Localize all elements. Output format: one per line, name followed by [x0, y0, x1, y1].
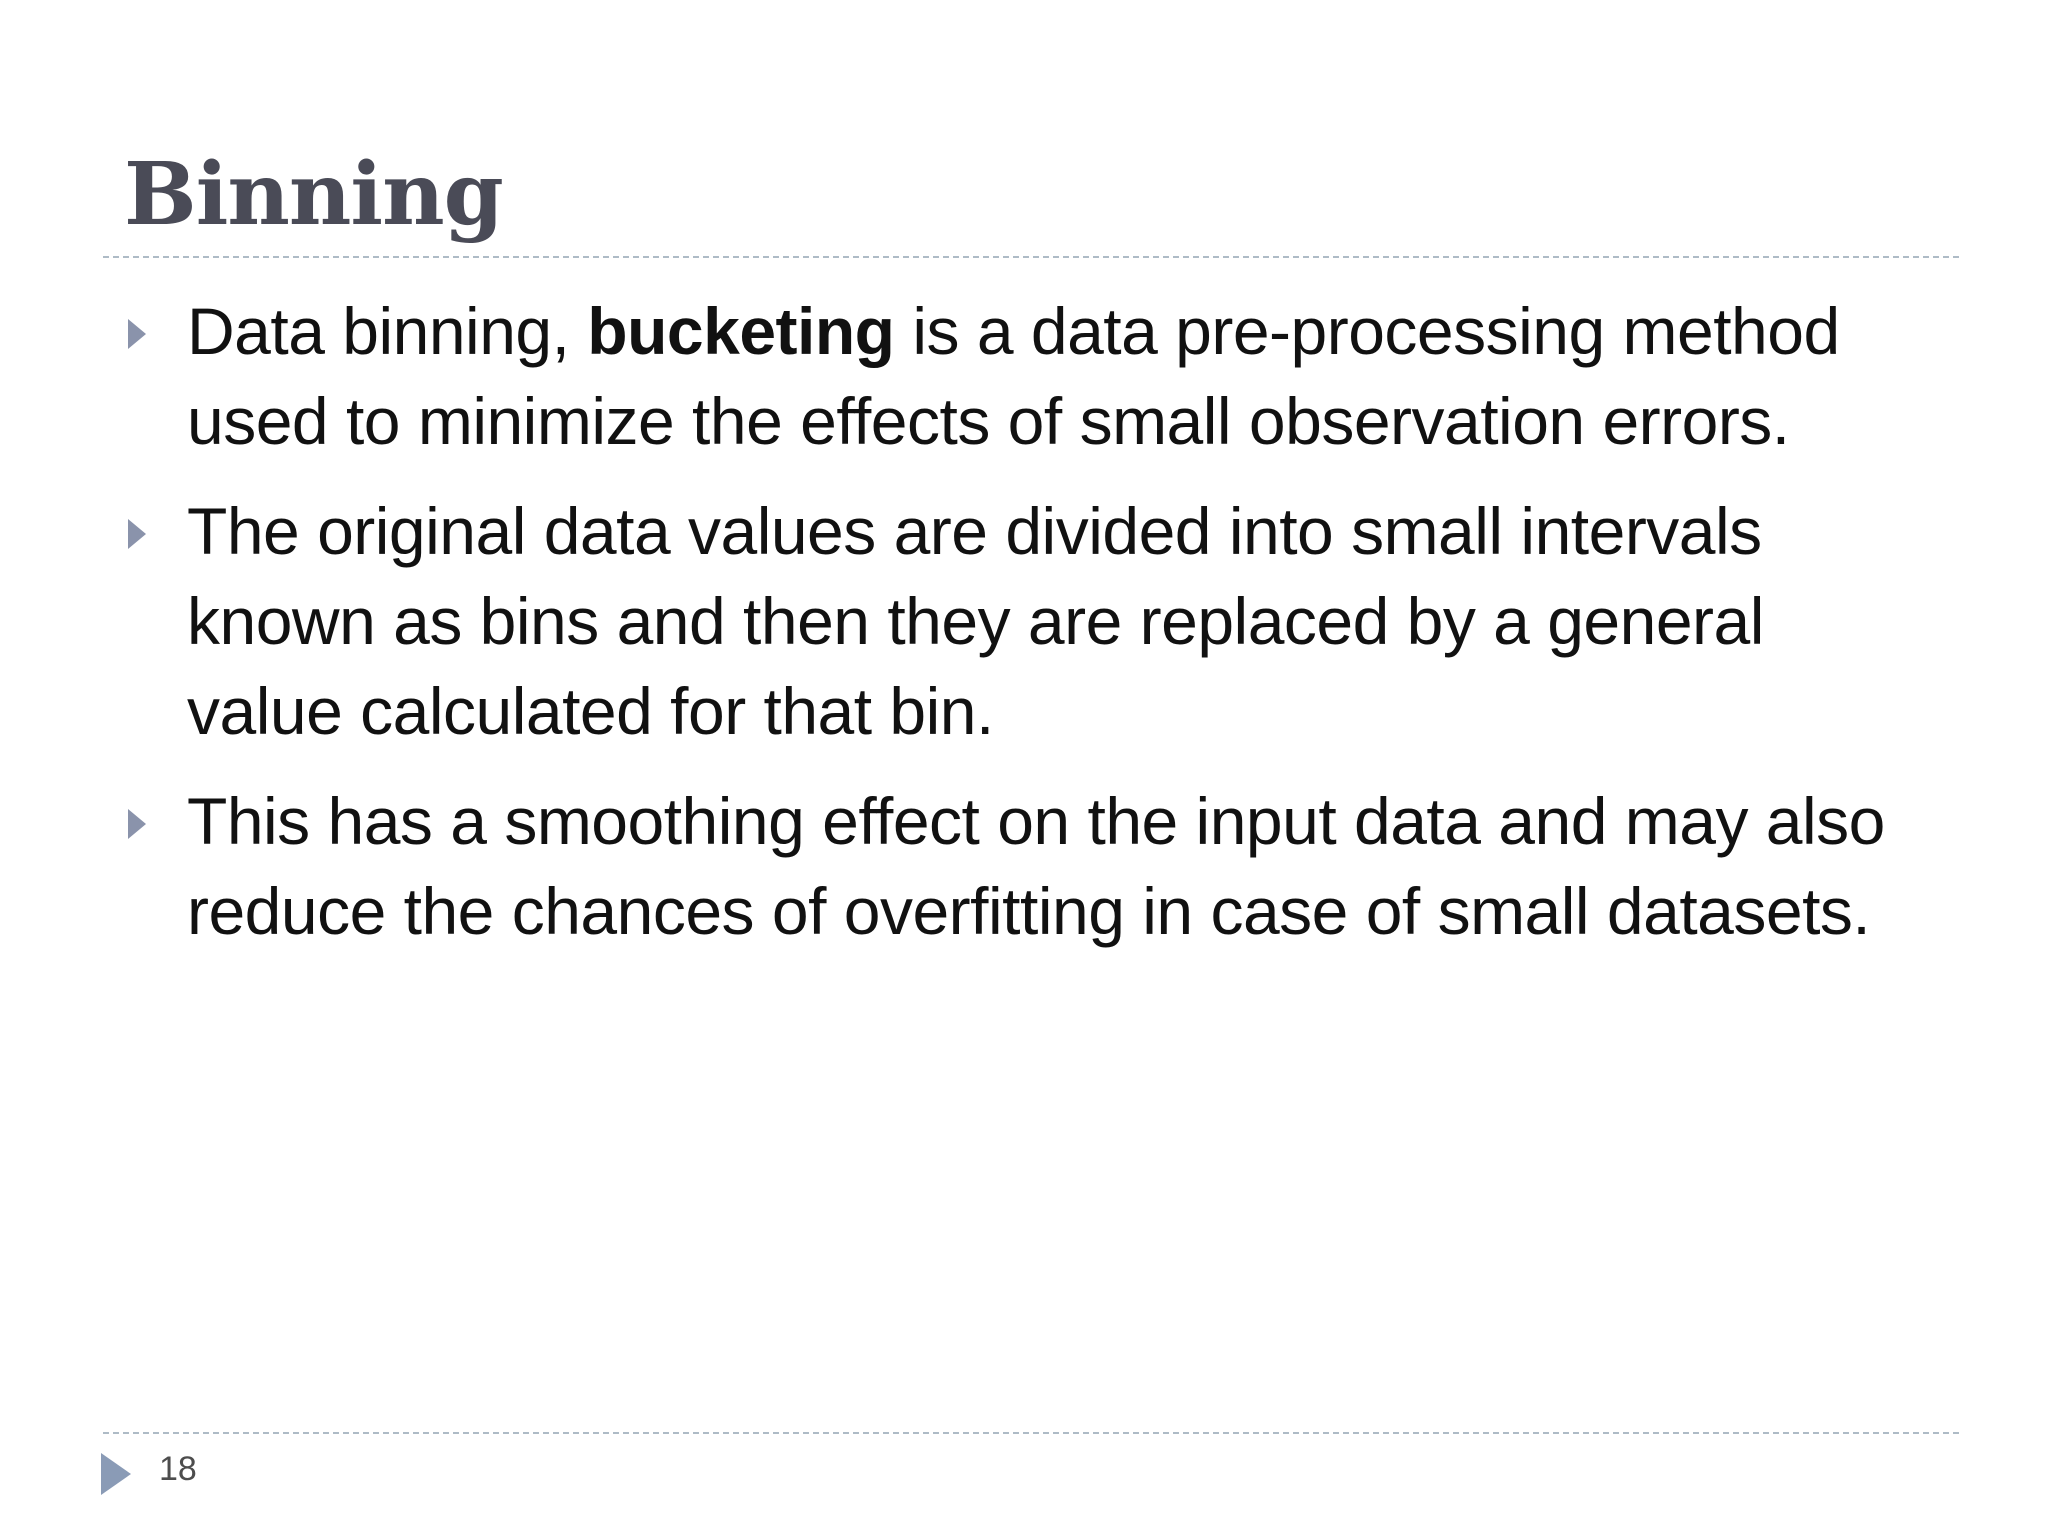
- bullet-list: [124, 286, 1924, 976]
- bullet-item-2: [124, 486, 1924, 756]
- bullet-text-before: Data binning,: [187, 294, 588, 368]
- bullet-triangle-icon: [128, 319, 146, 349]
- bullet-item-3: [124, 776, 1924, 956]
- bullet-triangle-icon: [128, 519, 146, 549]
- bullet-bold-term: bucketing: [587, 294, 895, 368]
- bullet-text-after: is a data pre-processing method used to minimize the effects of small observation errors.: [187, 294, 1840, 458]
- page-number: 18: [159, 1450, 197, 1488]
- footer-divider: [103, 1432, 1959, 1434]
- slide-title: Binning: [124, 144, 503, 245]
- bullet-item-1: [124, 286, 1924, 466]
- title-divider: [103, 256, 1959, 258]
- bullet-triangle-icon: [128, 809, 146, 839]
- footer-triangle-icon: [101, 1453, 131, 1495]
- bullet-text: This has a smoothing effect on the input data and may also reduce the chances of overfitting in case of small datasets.: [187, 784, 1885, 948]
- bullet-text: The original data values are divided into small intervals known as bins and then they are replaced by a general value calculated for that bin.: [187, 494, 1764, 748]
